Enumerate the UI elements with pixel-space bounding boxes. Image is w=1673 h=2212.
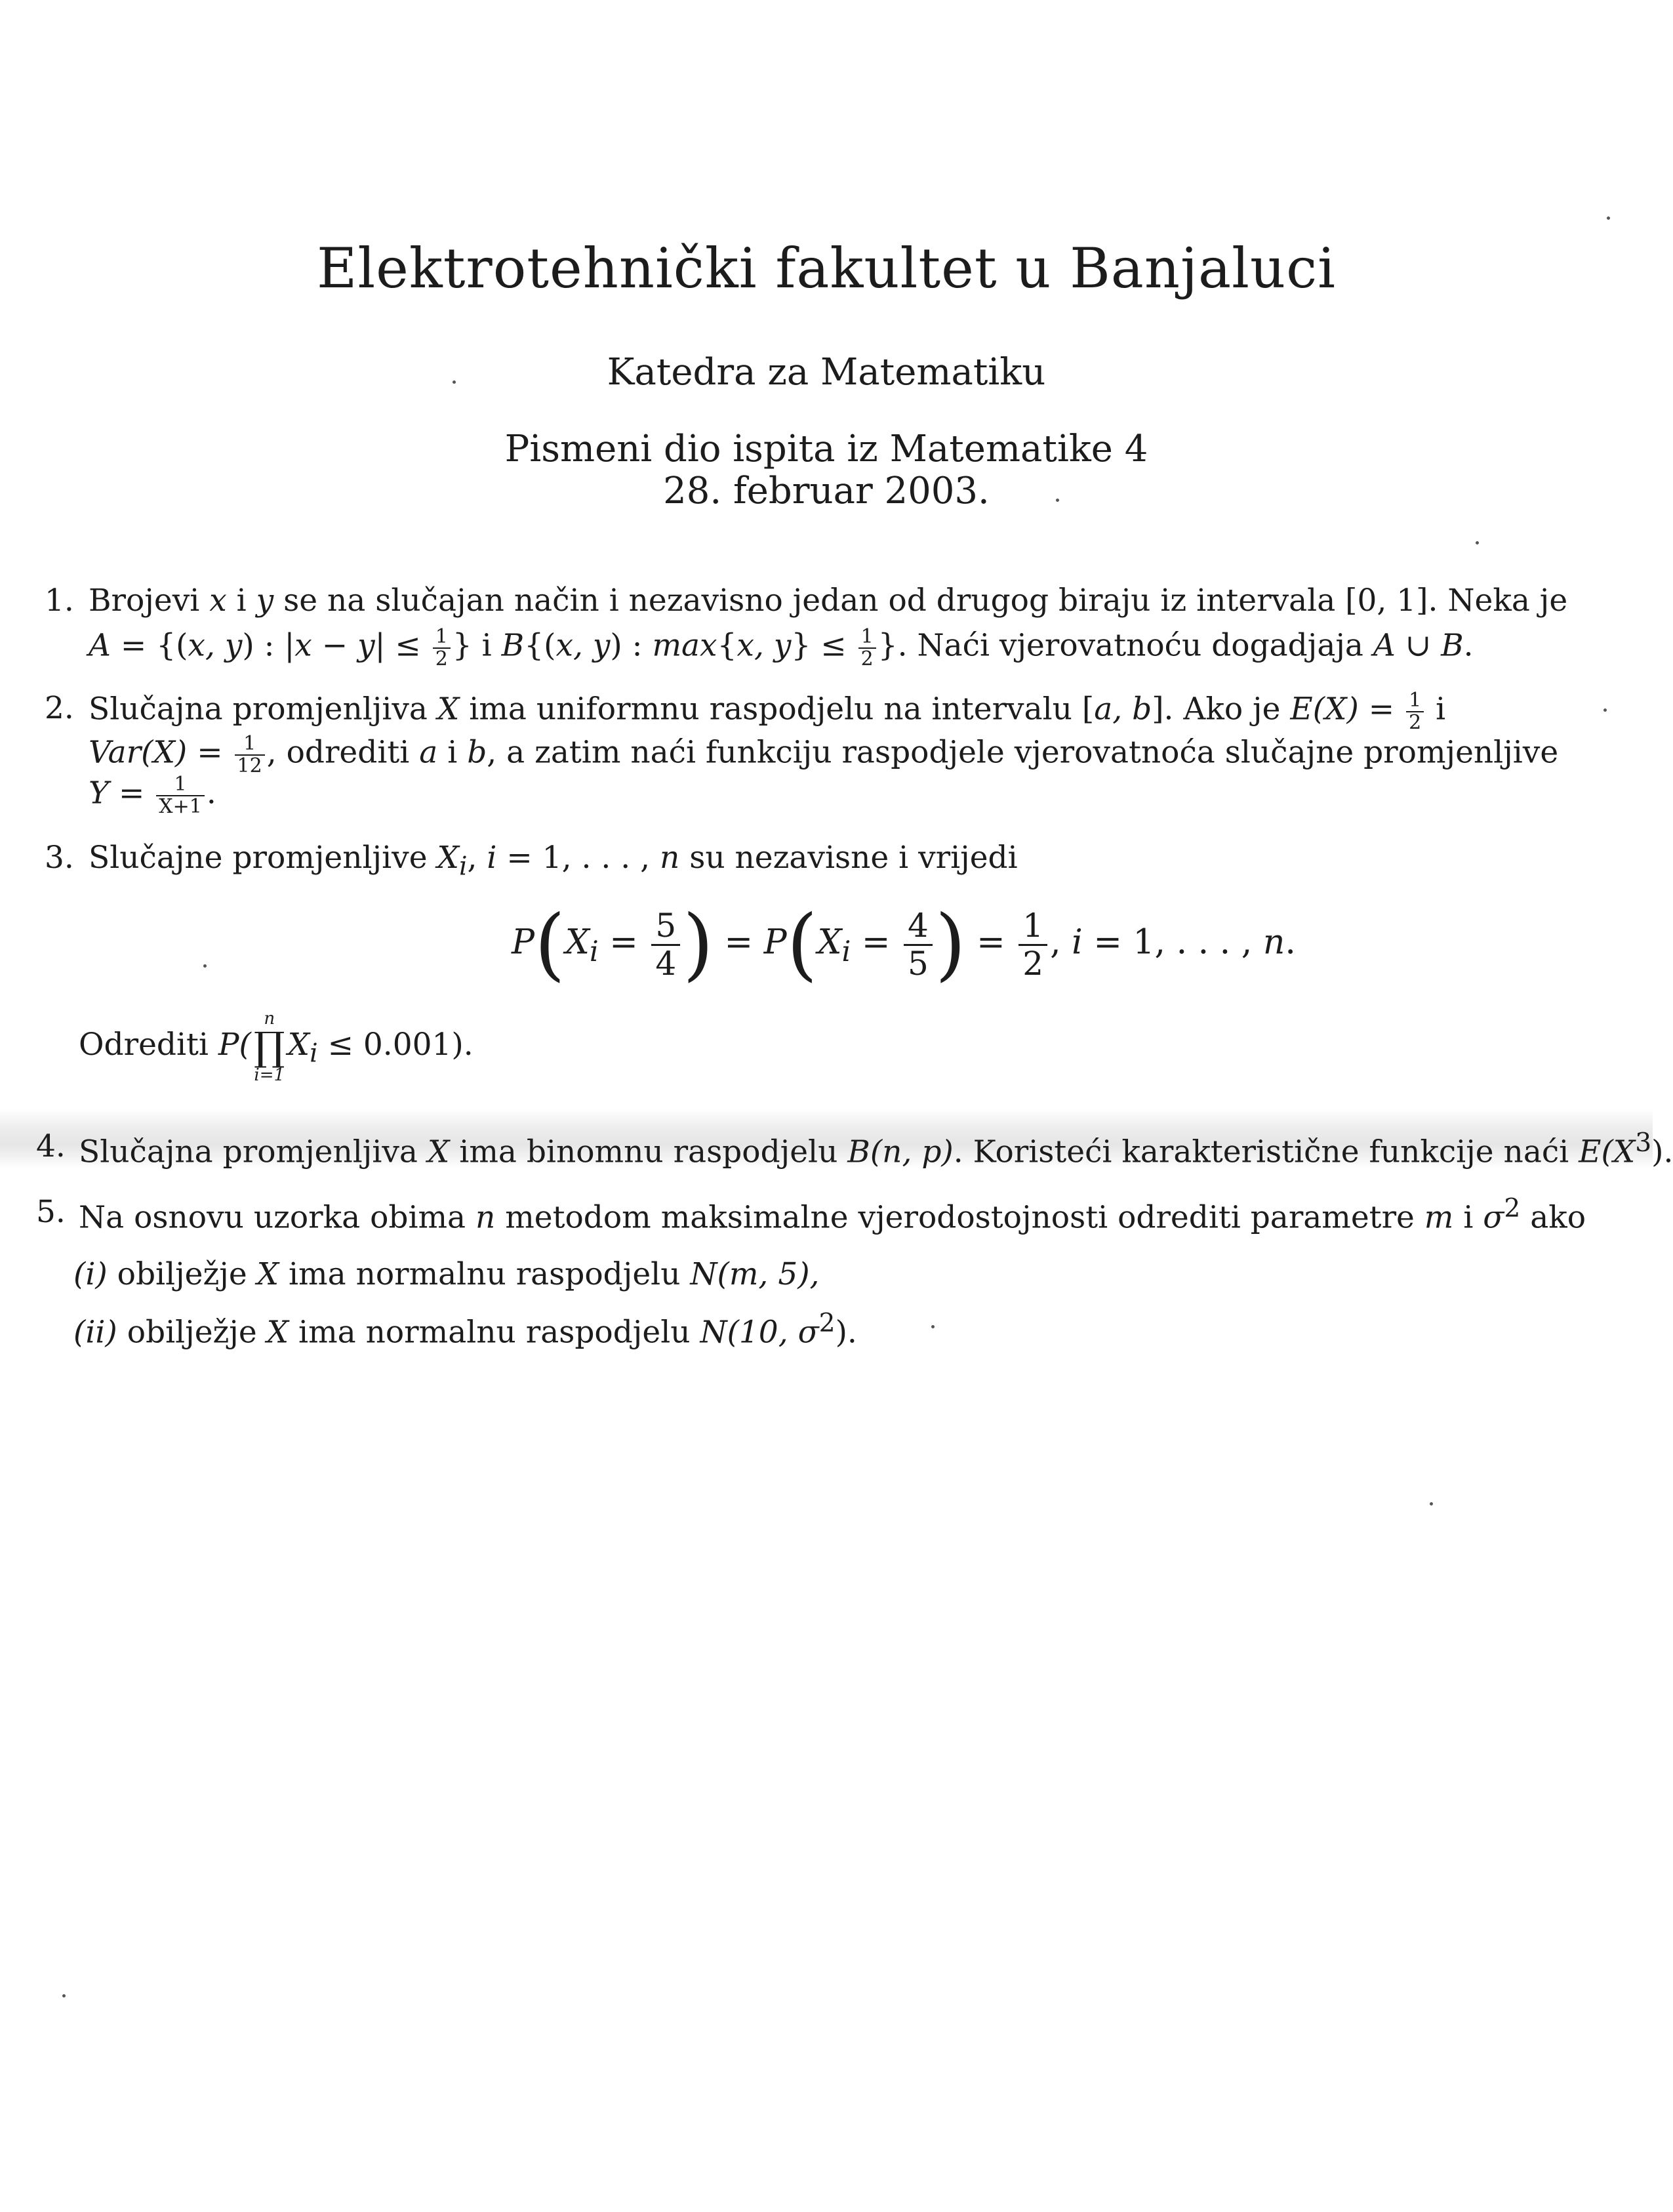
problem-5-line-1: Na osnovu uzorka obima n metodom maksimalne vjerodostojnosti odrediti parametre m i $\sigma^2$ ako [79, 1194, 1586, 1236]
fraction-half: $\frac{1}{2}$ [858, 626, 876, 669]
fraction-four-fifths: $\frac{4}{5}$ [904, 908, 933, 982]
problem-3-line-1: Slučajne promjenljive $X_i$, i = 1, . . . , n su nezavisne i vrijedi [89, 840, 1018, 882]
product-symbol: n ∏ i=1 [253, 1009, 285, 1085]
scan-speck [1603, 708, 1607, 712]
scan-speck [1056, 499, 1059, 502]
fraction-half: $\frac{1}{2}$ [1018, 908, 1047, 982]
fraction-half: $\frac{1}{2}$ [433, 626, 451, 669]
problem-3-number: 3. [45, 840, 74, 876]
problem-3-line-3: Odrediti P( n ∏ i=1 $X_i \le 0.001$). [79, 1009, 474, 1085]
scan-speck [1430, 1502, 1433, 1505]
problem-1-line-1: Brojevi x i y se na slučajan način i nezavisno jedan od drugog biraju iz intervala [0, 1]. Neka je [89, 583, 1568, 619]
scan-speck [1476, 541, 1479, 544]
problem-2-line-3: Y = $\frac{1}{X+1}$ . [89, 773, 216, 818]
fraction-half: $\frac{1}{2}$ [1406, 690, 1424, 733]
problem-2-number: 2. [45, 690, 74, 726]
exam-date: 28. februar 2003. [663, 470, 990, 512]
problem-5-sub-ii: (ii) obilježje X ima normalnu raspodjelu N(10, $\sigma^2$). [73, 1309, 857, 1351]
fraction-five-fourths: $\frac{5}{4}$ [651, 908, 680, 982]
exam-title: Pismeni dio ispita iz Matematike 4 [504, 428, 1148, 470]
scan-speck [62, 1994, 66, 1997]
fraction-twelfth: $\frac{1}{12}$ [235, 733, 265, 776]
problem-5-sub-i: (i) obilježje X ima normalnu raspodjelu N(m, 5), [73, 1256, 820, 1292]
problem-2-line-2: Var(X) = $\frac{1}{12}$ , odrediti a i b, a zatim naći funkciju raspodjele vjerovatnoća slučajne promjenljive [89, 732, 1559, 777]
scan-speck [203, 964, 207, 968]
institution-title: Elektrotehnički fakultet u Banjaluci [317, 236, 1336, 300]
scan-speck [453, 380, 456, 384]
problem-5-number: 5. [36, 1194, 66, 1230]
fraction-y: $\frac{1}{X+1}$ [156, 774, 205, 817]
problem-4-line-1: Slučajna promjenljiva X ima binomnu raspodjelu B(n, p). Koristeći karakteristične funkcije naći $E(X^3)$. [79, 1128, 1673, 1170]
department-title: Katedra za Matematiku [607, 351, 1046, 394]
problem-1-line-2: A = {(x, y) : |x − y| ≤ $\frac{1}{2}$ } i B{(x, y) : max{x, y} ≤ $\frac{1}{2}$ }. Naći vjerovatnoću dogadjaja A ∪ B. [89, 625, 1474, 670]
problem-1-number: 1. [45, 583, 74, 619]
scan-speck [1607, 216, 1610, 220]
scan-speck [931, 1325, 935, 1328]
problem-4-number: 4. [36, 1128, 66, 1164]
problem-2-line-1: Slučajna promjenljiva X ima uniformnu raspodjelu na intervalu [a, b]. Ako je E(X) = $\frac{1}{2}$ i [89, 689, 1446, 734]
problem-3-equation: $P(X_i$ = $\frac{5}{4}$ ) = $P(X_i$ = $\frac{4}{5}$ ) = $\frac{1}{2}$ , i = 1, . . . , n. [512, 899, 1296, 990]
